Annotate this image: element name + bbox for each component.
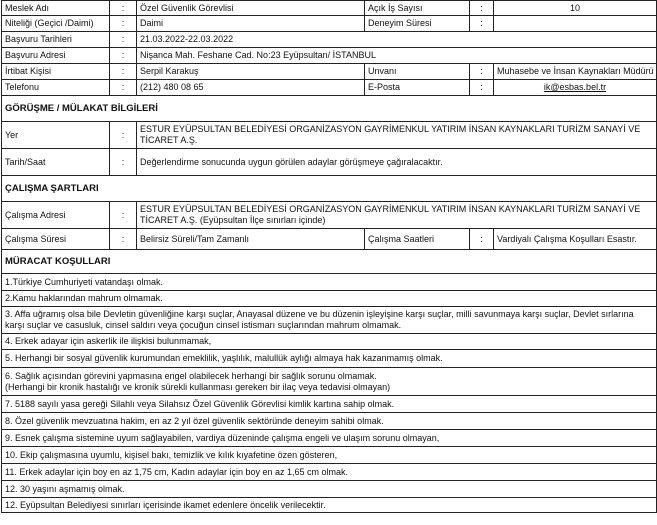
label-calisma-adresi: Çalışma Adresi — [2, 202, 110, 229]
row-telefonu — [2, 80, 657, 96]
label-tarih-saat: Tarih/Saat — [2, 149, 110, 176]
value-unvani: Muhasebe ve İnsan Kaynakları Müdürü — [494, 64, 657, 80]
value-basvuru-tarihleri: 21.03.2022-22.03.2022 — [137, 32, 657, 48]
condition-row — [2, 430, 657, 447]
row-calisma-suresi — [2, 229, 657, 250]
value-calisma-saatleri: Vardiyalı Çalışma Koşulları Esastır. — [494, 229, 657, 250]
row-niteligi — [2, 16, 657, 32]
row-meslek-adi — [2, 1, 657, 16]
condition-row — [2, 368, 657, 396]
condition-row — [2, 396, 657, 413]
label-yer: Yer — [2, 122, 110, 149]
row-tarih-saat — [2, 149, 657, 176]
value-deneyim-suresi — [494, 16, 657, 32]
row-irtibat-kisisi — [2, 64, 657, 80]
condition-row — [2, 291, 657, 307]
condition-row — [2, 413, 657, 430]
colon: : — [110, 16, 137, 32]
value-yer: ESTUR EYÜPSULTAN BELEDİYESİ ORGANİZASYON GAYRİMENKUL YATIRIM İNSAN KAYNAKLARI TURİZM SANAYİ VE TİCARET A.Ş. — [137, 122, 657, 149]
value-irtibat-kisisi: Serpil Karakuş — [137, 64, 365, 80]
section-calisma — [2, 176, 657, 202]
value-eposta[interactable] — [494, 80, 657, 96]
row-basvuru-adresi — [2, 48, 657, 64]
value-meslek-adi: Özel Güvenlik Görevlisi — [137, 1, 365, 16]
label-irtibat-kisisi: İrtibat Kişisi — [2, 64, 110, 80]
section-title-calisma: ÇALIŞMA ŞARTLARI — [2, 176, 657, 202]
condition-item: 4. Erkek adayar için askerlik ile ilişkisi bulunmamak, — [2, 334, 657, 350]
condition-item: 11. Erkek adaylar için boy en az 1,75 cm, Kadın adaylar için boy en az 1,65 cm olmak. — [2, 464, 657, 481]
label-acik-is-sayisi: Açık İş Sayısı — [365, 1, 470, 16]
condition-row — [2, 307, 657, 334]
condition-item: 10. Ekip çalışmasına uyumlu, kişisel bakı, temizlik ve kılık kıyafetine özen gösteren, — [2, 447, 657, 464]
job-form-table — [1, 0, 657, 513]
value-telefonu: (212) 480 08 65 — [137, 80, 365, 96]
condition-item: 3. Affa uğramış olsa bile Devletin güvenliğine karşı suçlar, Anayasal düzene ve bu düzenin işleyişine karşı suçlar, milli savunmaya karşı suçlar, Devlet sırlarına karşı suçlar ve casusluk, cinsel saldırı veya çocuğun cinsel istismarı suçlarından mahrum olmamak. — [2, 307, 657, 334]
row-basvuru-tarihleri — [2, 32, 657, 48]
section-muracat — [2, 250, 657, 274]
condition-row — [2, 498, 657, 513]
value-tarih-saat: Değerlendirme sonucunda uygun görülen adaylar görüşmeye çağıralacaktır. — [137, 149, 657, 176]
row-yer — [2, 122, 657, 149]
condition-item: 8. Özel güvenlik mevzuatına hakim, en az 2 yıl özel güvenlik sektöründe deneyim sahibi olmak. — [2, 413, 657, 430]
condition-item: 1.Türkiye Cumhuriyeti vatandaşı olmak. — [2, 274, 657, 291]
condition-row — [2, 464, 657, 481]
label-deneyim-suresi: Deneyim Süresi — [365, 16, 470, 32]
section-title-muracat: MÜRACAT KOŞULLARI — [2, 250, 657, 274]
condition-item: 2.Kamu haklarından mahrum olmamak. — [2, 291, 657, 307]
colon: : — [470, 16, 494, 32]
label-basvuru-adresi: Başvuru Adresi — [2, 48, 110, 64]
label-calisma-suresi: Çalışma Süresi — [2, 229, 110, 250]
label-telefonu: Telefonu — [2, 80, 110, 96]
condition-item-6: 6. Sağlık açısından görevini yapmasına engel olabilecek herhangi bir sağlık sorunu olmamak. — [5, 370, 377, 381]
colon: : — [470, 64, 494, 80]
label-calisma-saatleri: Çalışma Saatleri — [365, 229, 470, 250]
value-niteligi: Daimi — [137, 16, 365, 32]
condition-item: 9. Esnek çalışma sistemine uyum sağlayabilen, vardiya düzeninde çalışma engeli ve ulaşım sorunu olmayan, — [2, 430, 657, 447]
condition-row — [2, 334, 657, 350]
colon: : — [110, 1, 137, 16]
label-meslek-adi: Meslek Adı — [2, 1, 110, 16]
condition-item — [2, 368, 657, 396]
condition-row — [2, 350, 657, 368]
condition-row — [2, 447, 657, 464]
colon: : — [110, 202, 137, 229]
condition-item: 12. Eyüpsultan Belediyesi sınırları içerisinde ikamet edenlere öncelik verilecektir. — [2, 498, 657, 513]
label-unvani: Unvanı — [365, 64, 470, 80]
colon: : — [470, 229, 494, 250]
colon: : — [110, 80, 137, 96]
colon: : — [110, 122, 137, 149]
value-calisma-adresi: ESTUR EYÜPSULTAN BELEDİYESİ ORGANİZASYON GAYRİMENKUL YATIRIM İNSAN KAYNAKLARI TURİZM SANAYİ VE TİCARET A.Ş. (Eyüpsultan İlçe sınırları içinde) — [137, 202, 657, 229]
section-title-gorusme: GÖRÜŞME / MÜLAKAT BİLGİLERİ — [2, 96, 657, 122]
condition-item: 5. Herhangi bir sosyal güvenlik kurumundan emeklilik, yaşlılık, malullük aylığı almaya hak kazanmamış olmak. — [2, 350, 657, 368]
colon: : — [110, 64, 137, 80]
condition-row — [2, 274, 657, 291]
section-gorusme — [2, 96, 657, 122]
row-calisma-adresi — [2, 202, 657, 229]
value-acik-is-sayisi: 10 — [494, 1, 657, 16]
colon: : — [110, 32, 137, 48]
condition-item-6-note: (Herhangi bir kronik hastalığı ve kronik sürekli kullanması gereken bir ilaç veya tedavisi olmayan) — [5, 381, 391, 392]
label-niteligi: Niteliği (Geçici /Daimi) — [2, 16, 110, 32]
condition-row — [2, 481, 657, 498]
colon: : — [110, 149, 137, 176]
condition-item: 7. 5188 sayılı yasa gereği Silahlı veya Silahsız Özel Güvenlik Görevlisi kimlik kartına sahip olmak. — [2, 396, 657, 413]
value-basvuru-adresi: Nişanca Mah. Feshane Cad. No:23 Eyüpsultan/ İSTANBUL — [137, 48, 657, 64]
colon: : — [110, 48, 137, 64]
email-link[interactable]: ik@esbas.bel.tr — [543, 82, 607, 92]
label-basvuru-tarihleri: Başvuru Tarihleri — [2, 32, 110, 48]
colon: : — [470, 80, 494, 96]
colon: : — [110, 229, 137, 250]
condition-item: 12. 30 yaşını aşmamış olmak. — [2, 481, 657, 498]
value-calisma-suresi: Belirsiz Süreli/Tam Zamanlı — [137, 229, 365, 250]
colon: : — [470, 1, 494, 16]
label-eposta: E-Posta — [365, 80, 470, 96]
